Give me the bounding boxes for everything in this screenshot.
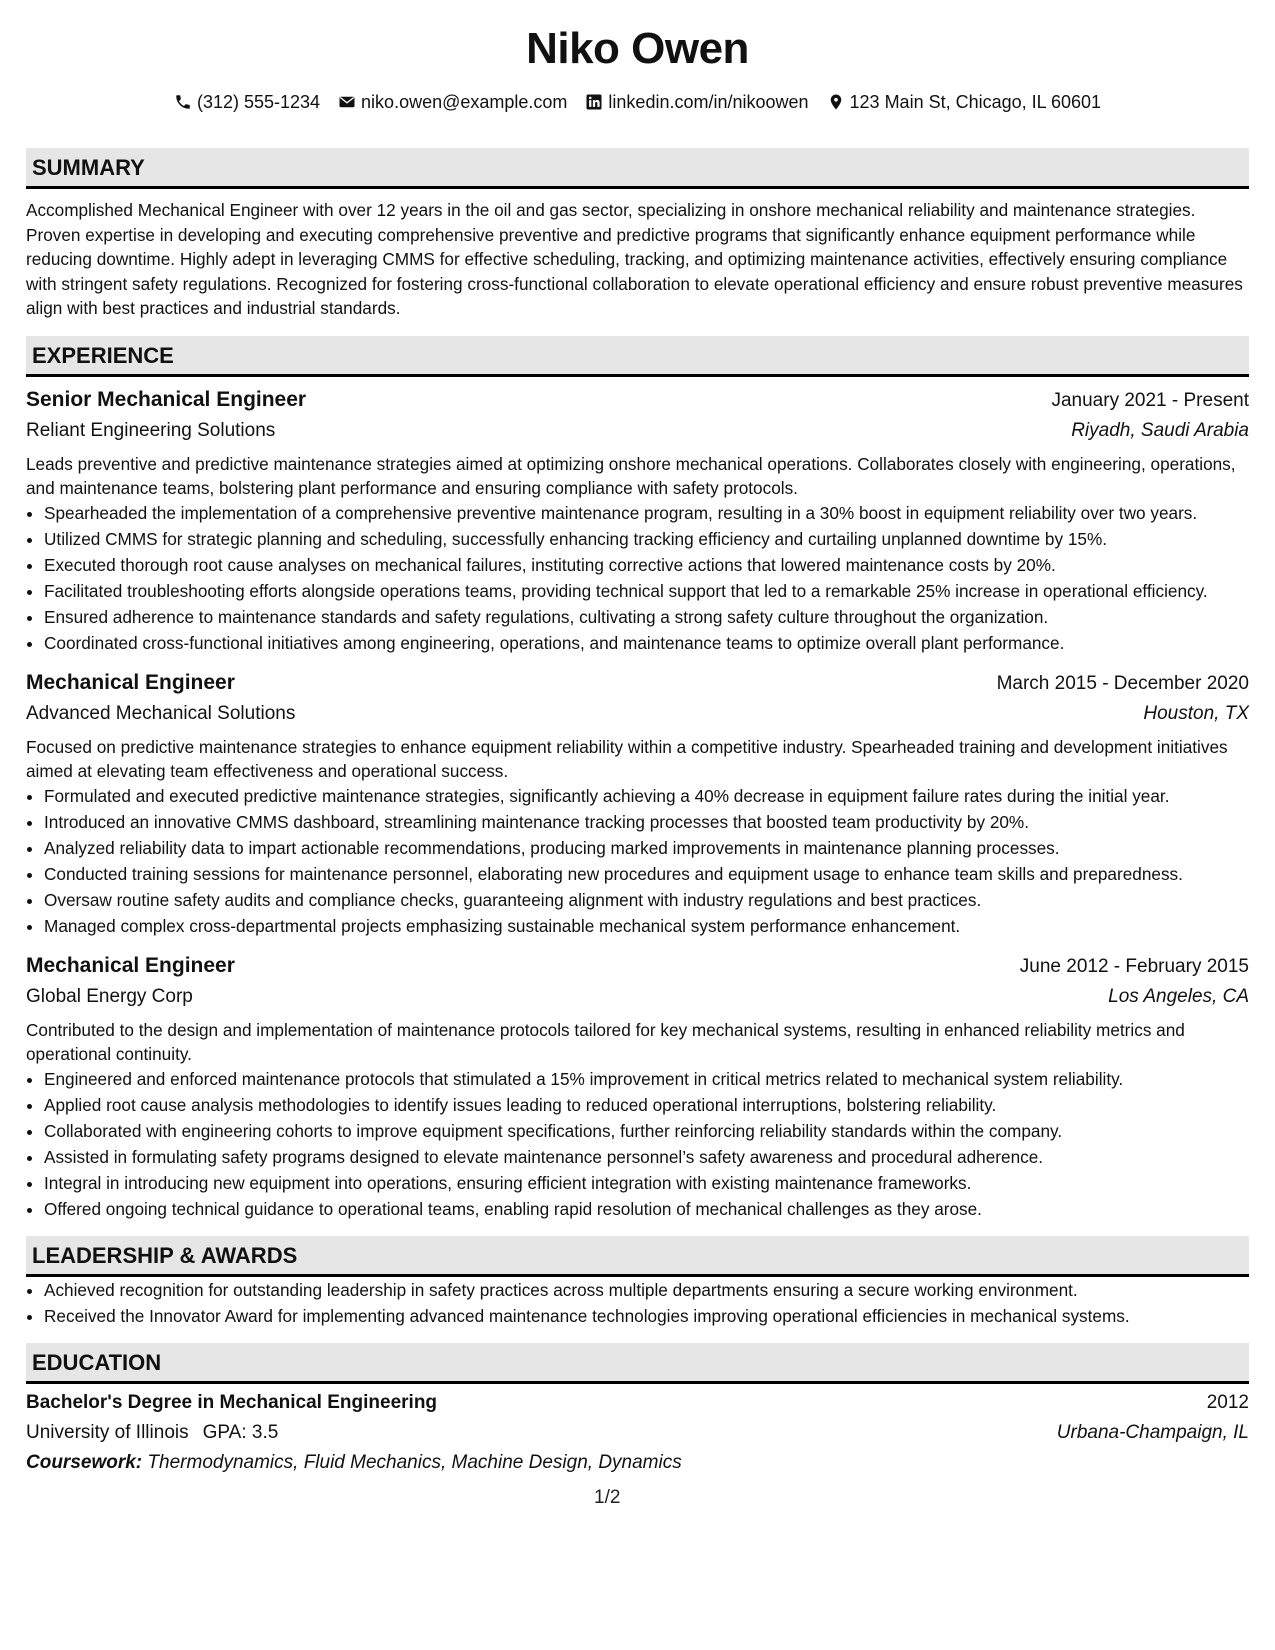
school-line — [26, 1418, 278, 1448]
job-dates: June 2012 - February 2015 — [1019, 955, 1249, 977]
linkedin-icon — [585, 93, 603, 111]
contact-email[interactable] — [338, 90, 567, 114]
list-item: • Oversaw routine safety audits and compliance checks, guaranteeing alignment with industry regulations and best practices. — [44, 889, 1249, 913]
coursework-list: Thermodynamics, Fluid Mechanics, Machine Design, Dynamics — [147, 1451, 682, 1473]
list-item: • Analyzed reliability data to impart actionable recommendations, producing marked improvements in maintenance planning processes. — [44, 837, 1249, 861]
job-title: Senior Mechanical Engineer — [26, 387, 307, 411]
resume-page — [26, 22, 1249, 1478]
graduation-year: 2012 — [1206, 1391, 1249, 1413]
job-dates: January 2021 - Present — [1051, 389, 1249, 411]
list-item: • Spearheaded the implementation of a comprehensive preventive maintenance program, resulting in a 30% boost in equipment reliability over two years. — [44, 502, 1249, 526]
list-item: • Introduced an innovative CMMS dashboard, streamlining maintenance tracking processes that boosted team productivity by 20%. — [44, 811, 1249, 835]
list-item: • Ensured adherence to maintenance standards and safety regulations, cultivating a strong safety culture throughout the organization. — [44, 606, 1249, 630]
job-location: Riyadh, Saudi Arabia — [1071, 419, 1249, 441]
job-entry — [26, 385, 1249, 656]
degree-title: Bachelor's Degree in Mechanical Engineering — [26, 1391, 438, 1413]
list-item: • Engineered and enforced maintenance protocols that stimulated a 15% improvement in critical metrics related to mechanical system reliability. — [44, 1068, 1249, 1092]
summary-heading: SUMMARY — [26, 148, 1249, 189]
list-item: • Achieved recognition for outstanding leadership in safety practices across multiple departments ensuring a secure working environment. — [44, 1279, 1249, 1303]
list-item: • Offered ongoing technical guidance to operational teams, enabling rapid resolution of mechanical challenges as they arose. — [44, 1198, 1249, 1222]
phone-icon — [174, 93, 192, 111]
contact-address[interactable] — [827, 90, 1102, 114]
school-name: University of Illinois — [26, 1421, 189, 1443]
page-number: 1/2 — [594, 1487, 621, 1508]
job-location: Houston, TX — [1143, 702, 1249, 724]
job-description: Leads preventive and predictive maintenance strategies aimed at optimizing onshore mechanical operations. Collaborates closely with engineering, operations, and maintenance teams, bolstering plant performance and ensuring compliance with safety protocols. — [26, 453, 1236, 498]
list-item: • Conducted training sessions for maintenance personnel, elaborating new procedures and equipment usage to enhance team skills and preparedness. — [44, 863, 1249, 887]
list-item: • Assisted in formulating safety programs designed to elevate maintenance personnel’s safety awareness and procedural adherence. — [44, 1146, 1249, 1170]
gpa: GPA: 3.5 — [202, 1421, 279, 1443]
job-title: Mechanical Engineer — [26, 953, 235, 977]
experience-heading: EXPERIENCE — [26, 336, 1249, 377]
job-dates: March 2015 - December 2020 — [996, 672, 1249, 694]
candidate-name: Niko Owen — [526, 24, 749, 73]
coursework-line — [26, 1448, 1249, 1478]
school-location: Urbana-Champaign, IL — [1056, 1421, 1249, 1443]
email-text: niko.owen@example.com — [361, 92, 568, 112]
list-item: • Coordinated cross-functional initiatives among engineering, operations, and maintenance teams to optimize overall plant performance. — [44, 632, 1249, 656]
company-name: Reliant Engineering Solutions — [26, 419, 276, 441]
job-description: Focused on predictive maintenance strategies to enhance equipment reliability within a competitive industry. Spearheaded training and development initiatives aimed at elevating team effectiveness and operational success. — [26, 736, 1228, 781]
list-item: • Applied root cause analysis methodologies to identify issues leading to reduced operational interruptions, bolstering reliability. — [44, 1094, 1249, 1118]
summary-text: Accomplished Mechanical Engineer with over 12 years in the oil and gas sector, specializing in onshore mechanical reliability and maintenance strategies. Proven expertise in developing and executing comprehensive preventive and predictive programs that significantly enhance equipment performance while reducing downtime. Highly adept in leveraging CMMS for effective scheduling, tracking, and optimizing maintenance activities, effectively ensuring compliance with stringent safety regulations. Recognized for fostering cross-functional collaboration to elevate operational efficiency and ensure robust preventive measures align with best practices and industrial standards. — [26, 200, 1243, 319]
job-title: Mechanical Engineer — [26, 670, 235, 694]
list-item: • Facilitated troubleshooting efforts alongside operations teams, providing technical support that led to a remarkable 25% increase in operational efficiency. — [44, 580, 1249, 604]
job-description: Contributed to the design and implementation of maintenance protocols tailored for key mechanical systems, resulting in enhanced reliability metrics and operational continuity. — [26, 1019, 1185, 1064]
education-heading: EDUCATION — [26, 1343, 1249, 1384]
linkedin-text: linkedin.com/in/nikoowen — [608, 92, 809, 112]
job-bullets — [26, 1068, 1249, 1222]
coursework-label: Coursework: — [26, 1451, 143, 1473]
list-item: • Formulated and executed predictive maintenance strategies, significantly achieving a 40% decrease in equipment failure rates during the initial year. — [44, 785, 1249, 809]
leadership-heading: LEADERSHIP & AWARDS — [26, 1236, 1249, 1277]
list-item: • Managed complex cross-departmental projects emphasizing sustainable mechanical system performance enhancement. — [44, 915, 1249, 939]
list-item: • Utilized CMMS for strategic planning and scheduling, successfully enhancing tracking efficiency and curtailing unplanned downtime by 15%. — [44, 528, 1249, 552]
address-text: 123 Main St, Chicago, IL 60601 — [849, 92, 1102, 112]
phone-text: (312) 555-1234 — [196, 92, 321, 112]
list-item: • Executed thorough root cause analyses on mechanical failures, instituting corrective actions that lowered maintenance costs by 20%. — [44, 554, 1249, 578]
contact-bar — [26, 90, 1249, 114]
envelope-icon — [338, 93, 356, 111]
job-entry — [26, 668, 1249, 939]
list-item: • Received the Innovator Award for implementing advanced maintenance technologies improving operational efficiencies in mechanical systems. — [44, 1305, 1249, 1329]
list-item: • Collaborated with engineering cohorts to improve equipment specifications, further reinforcing reliability standards within the company. — [44, 1120, 1249, 1144]
job-bullets — [26, 785, 1249, 939]
company-name: Advanced Mechanical Solutions — [26, 702, 296, 724]
contact-linkedin[interactable] — [585, 90, 808, 114]
job-bullets — [26, 502, 1249, 656]
leadership-bullets — [26, 1279, 1249, 1329]
contact-phone[interactable] — [174, 90, 320, 114]
company-name: Global Energy Corp — [26, 985, 193, 1007]
map-pin-icon — [827, 93, 845, 111]
job-entry — [26, 951, 1249, 1222]
job-location: Los Angeles, CA — [1108, 985, 1249, 1007]
list-item: • Integral in introducing new equipment into operations, ensuring efficient integration with existing maintenance frameworks. — [44, 1172, 1249, 1196]
